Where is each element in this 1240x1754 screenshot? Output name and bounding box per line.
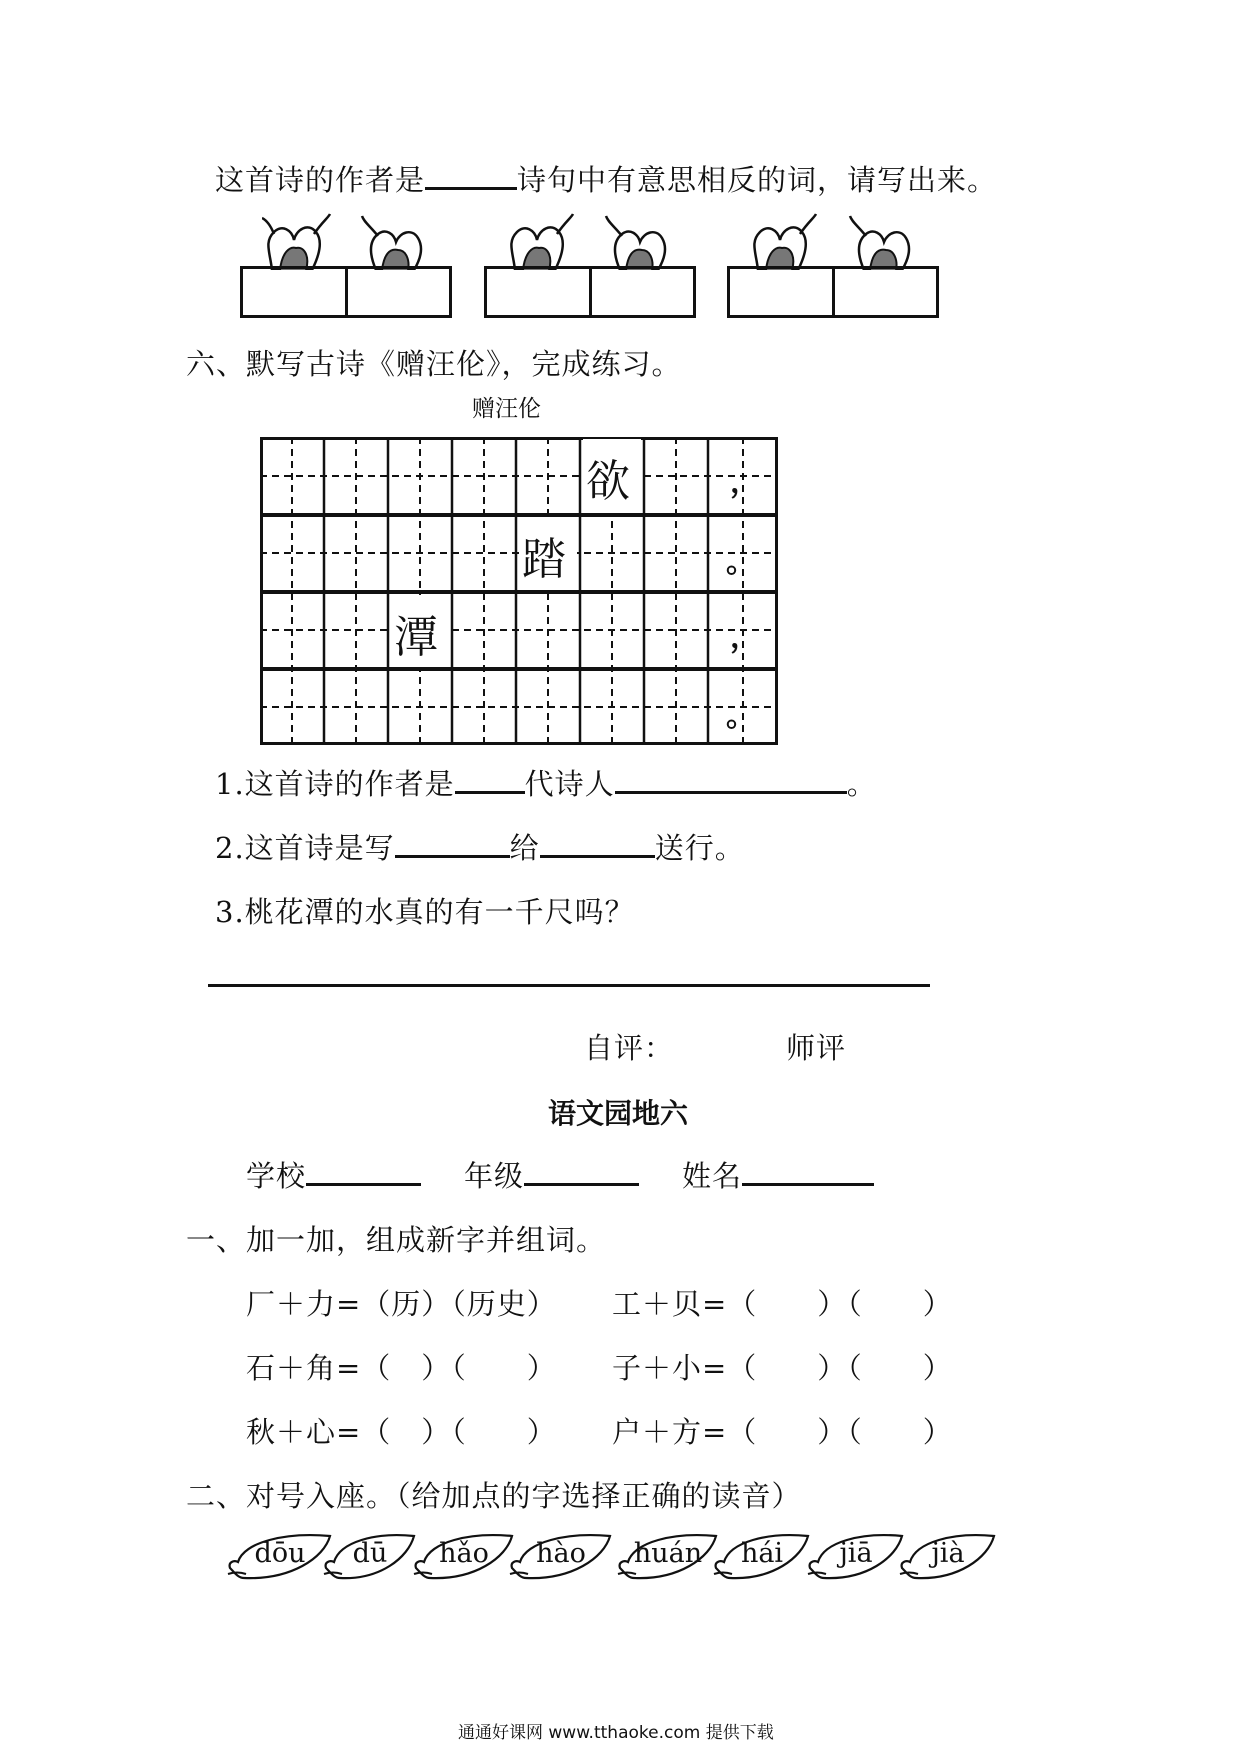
section1-heading: 一、加一加，组成新字并组词。 bbox=[186, 1223, 607, 1257]
pinyin-label: huán bbox=[633, 1538, 703, 1569]
flower-icon bbox=[505, 212, 575, 270]
grid-char-yu: 欲 bbox=[586, 456, 630, 507]
school-blank[interactable] bbox=[306, 1179, 421, 1186]
grid-punct-period-1: 。 bbox=[726, 545, 756, 580]
poem-title: 赠汪伦 bbox=[472, 396, 541, 422]
question-1: 1.这首诗的作者是 代诗人 。 bbox=[215, 767, 877, 801]
section6-heading: 六、默写古诗《赠汪伦》，完成练习。 bbox=[186, 347, 682, 381]
self-eval-label: 自评： bbox=[584, 1031, 675, 1065]
flower-icon bbox=[262, 212, 332, 270]
flower-icon bbox=[748, 212, 818, 270]
name-blank[interactable] bbox=[742, 1179, 874, 1186]
flower-icon bbox=[604, 212, 674, 270]
teacher-eval-label: 师评 bbox=[786, 1031, 847, 1065]
pinyin-leaf[interactable] bbox=[616, 1528, 720, 1586]
page-title: 语文园地六 bbox=[548, 1097, 689, 1130]
pinyin-label: jià bbox=[931, 1538, 965, 1569]
add-item: 厂＋力=（历）（历史） bbox=[246, 1287, 557, 1321]
pinyin-leaf[interactable] bbox=[226, 1528, 334, 1586]
author-blank[interactable] bbox=[425, 183, 517, 190]
question-3: 3.桃花潭的水真的有一千尺吗？ bbox=[215, 895, 635, 929]
grade-blank[interactable] bbox=[524, 1179, 639, 1186]
answer-box[interactable] bbox=[589, 269, 694, 315]
name-field: 姓名 bbox=[682, 1154, 874, 1195]
answer-box[interactable] bbox=[730, 269, 832, 315]
pinyin-leaf[interactable] bbox=[898, 1528, 998, 1586]
flower-icon bbox=[360, 212, 430, 270]
writer-blank[interactable] bbox=[395, 851, 510, 858]
answer-line[interactable] bbox=[208, 984, 930, 987]
author-question: 这首诗的作者是 诗句中有意思相反的词，请写出来。 bbox=[215, 163, 998, 197]
poet-blank[interactable] bbox=[615, 787, 847, 794]
pinyin-label: hǎo bbox=[439, 1538, 489, 1569]
pinyin-leaf[interactable] bbox=[508, 1528, 614, 1586]
grid-char-ta: 踏 bbox=[522, 534, 566, 585]
antonym-box-pair-1 bbox=[240, 266, 452, 318]
pinyin-label: dū bbox=[352, 1538, 388, 1569]
footer-credit: 通通好课网 www.tthaoke.com 提供下载 bbox=[458, 1723, 774, 1743]
antonym-box-pair-3 bbox=[727, 266, 939, 318]
grid-lines bbox=[260, 437, 778, 745]
grade-field: 年级 bbox=[464, 1154, 639, 1195]
add-item[interactable]: 工＋贝=（ ）（ ） bbox=[612, 1287, 953, 1321]
pinyin-label: hào bbox=[536, 1538, 586, 1569]
flower-icon bbox=[848, 212, 918, 270]
answer-box[interactable] bbox=[832, 269, 937, 315]
grid-punct-period-2: 。 bbox=[726, 699, 756, 734]
add-item[interactable]: 子＋小=（ ）（ ） bbox=[612, 1351, 953, 1385]
answer-box[interactable] bbox=[345, 269, 450, 315]
question-2: 2.这首诗是写 给 送行。 bbox=[215, 831, 745, 865]
pinyin-label: dōu bbox=[254, 1538, 306, 1569]
add-item[interactable]: 秋＋心=（ ）（ ） bbox=[246, 1415, 557, 1449]
add-item[interactable]: 户＋方=（ ）（ ） bbox=[612, 1415, 953, 1449]
pinyin-label: jiā bbox=[839, 1538, 873, 1569]
grid-char-tan: 潭 bbox=[394, 612, 438, 663]
recipient-blank[interactable] bbox=[540, 851, 655, 858]
antonym-box-pair-2 bbox=[484, 266, 696, 318]
add-item[interactable]: 石＋角=（ ）（ ） bbox=[246, 1351, 557, 1385]
answer-box[interactable] bbox=[487, 269, 589, 315]
pinyin-leaf[interactable] bbox=[412, 1528, 516, 1586]
answer-box[interactable] bbox=[243, 269, 345, 315]
pinyin-leaf[interactable] bbox=[322, 1528, 418, 1586]
section2-heading: 二、对号入座。（给加点的字选择正确的读音） bbox=[186, 1479, 802, 1513]
dynasty-blank[interactable] bbox=[455, 787, 525, 794]
pinyin-label: hái bbox=[740, 1538, 784, 1569]
grid-punct-comma-2: ， bbox=[730, 620, 760, 655]
school-field: 学校 bbox=[246, 1154, 421, 1195]
pinyin-leaf[interactable] bbox=[712, 1528, 812, 1586]
pinyin-leaf[interactable] bbox=[806, 1528, 906, 1586]
grid-punct-comma-1: ， bbox=[730, 465, 760, 500]
poem-writing-grid[interactable] bbox=[260, 437, 778, 745]
